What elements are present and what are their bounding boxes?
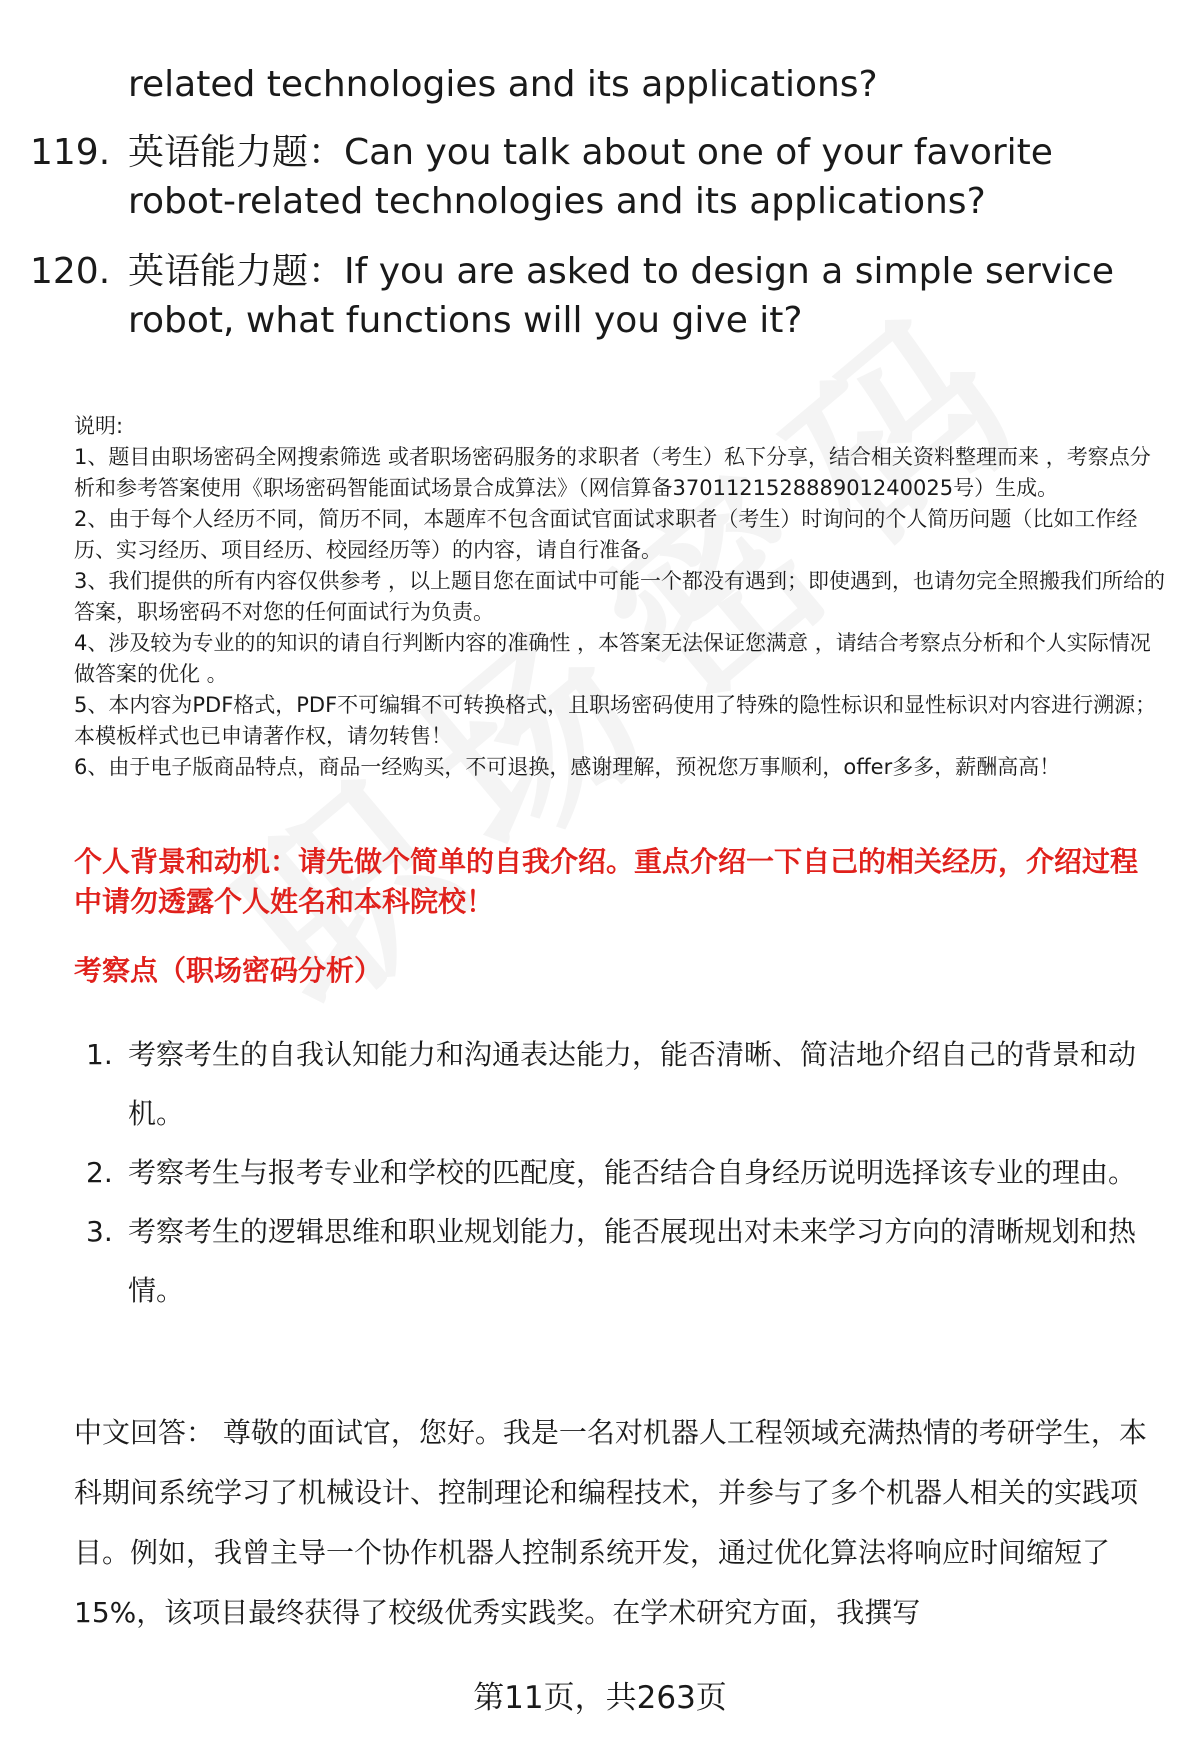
point-text: 考察考生与报考专业和学校的匹配度，能否结合自身经历说明选择该专业的理由。 bbox=[128, 1156, 1137, 1189]
analysis-title: 考察点（职场密码分析） bbox=[74, 954, 383, 987]
analysis-point bbox=[74, 1025, 1154, 1143]
page-footer: 第11页，共263页 bbox=[473, 1680, 727, 1716]
notes-item: 3、我们提供的所有内容仅供参考 ，以上题目您在面试中可能一个都没有遇到；即使遇到，也请勿完全照搬我们所给的答案，职场密码不对您的任何面试行为负责。 bbox=[74, 569, 1166, 624]
answer-paragraph: 中文回答： 尊敬的面试官，您好。我是一名对机器人工程领域充满热情的考研学生，本科期间系统学习了机械设计、控制理论和编程技术，并参与了多个机器人相关的实践项目。例如，我曾主导一个协作机器人控制系统开发，通过优化算法将响应时间缩短了15%，该项目最终获得了校级优秀实践奖。在学术研究方面，我撰写 bbox=[74, 1416, 1147, 1629]
analysis-point bbox=[74, 1202, 1154, 1320]
question-number: 119. bbox=[30, 132, 111, 173]
notes-item: 1、题目由职场密码全网搜索筛选 或者职场密码服务的求职者（考生）私下分享，结合相关资料整理而来 ，考察点分析和参考答案使用《职场密码智能面试场景合成算法》（网信算备370112152888901240025号）生成。 bbox=[74, 445, 1151, 500]
notes-title: 说明: bbox=[74, 414, 124, 438]
notes-item: 4、涉及较为专业的的知识的请自行判断内容的准确性 ，本答案无法保证您满意 ，请结合考察点分析和个人实际情况做答案的优化 。 bbox=[74, 631, 1151, 686]
analysis-points bbox=[74, 1025, 1154, 1320]
analysis-point bbox=[74, 1143, 1154, 1202]
section-question: 个人背景和动机：请先做个简单的自我介绍。重点介绍一下自己的相关经历，介绍过程中请勿透露个人姓名和本科院校！ bbox=[74, 845, 1139, 918]
question-text: 英语能力题：If you are asked to design a simple service robot, what functions will you give it? bbox=[128, 251, 1114, 341]
point-number: 2. bbox=[86, 1156, 113, 1189]
notes-item: 5、本内容为PDF格式，PDF不可编辑不可转换格式，且职场密码使用了特殊的隐性标识和显性标识对内容进行溯源；本模板样式也已申请著作权，请勿转售！ bbox=[74, 693, 1157, 748]
notes-block bbox=[74, 411, 1166, 783]
point-number: 1. bbox=[86, 1038, 113, 1071]
question-text: 英语能力题：Can you talk about one of your favorite robot-related technologies and its applications? bbox=[128, 132, 1053, 222]
question-120 bbox=[30, 247, 1150, 345]
point-number: 3. bbox=[86, 1215, 113, 1248]
question-continuation: related technologies and its applications? bbox=[128, 64, 878, 105]
notes-item: 6、由于电子版商品特点，商品一经购买，不可退换，感谢理解，预祝您万事顺利，offer多多，薪酬高高！ bbox=[74, 755, 1061, 779]
point-text: 考察考生的逻辑思维和职业规划能力，能否展现出对未来学习方向的清晰规划和热情。 bbox=[128, 1215, 1137, 1307]
notes-item: 2、由于每个人经历不同，简历不同，本题库不包含面试官面试求职者（考生）时询问的个人简历问题（比如工作经历、实习经历、项目经历、校园经历等）的内容，请自行准备。 bbox=[74, 507, 1138, 562]
question-119 bbox=[30, 128, 1150, 226]
question-number: 120. bbox=[30, 251, 111, 292]
point-text: 考察考生的自我认知能力和沟通表达能力，能否清晰、简洁地介绍自己的背景和动机。 bbox=[128, 1038, 1137, 1130]
